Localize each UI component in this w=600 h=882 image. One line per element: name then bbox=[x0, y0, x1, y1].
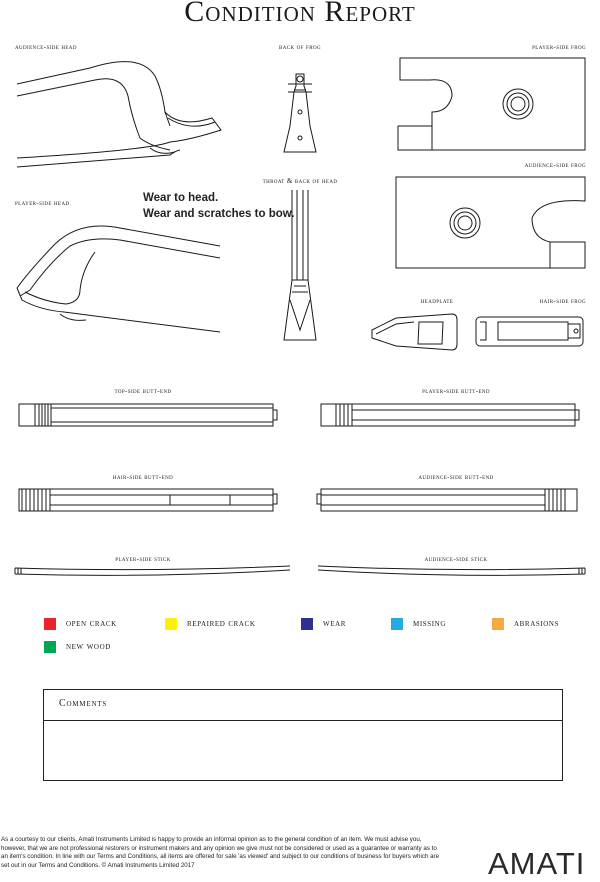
label-audience-side-head: audience-side head bbox=[15, 43, 77, 51]
legend-item bbox=[165, 618, 255, 630]
label-player-side-butt-end: player-side butt-end bbox=[422, 387, 490, 395]
legend-swatch bbox=[301, 618, 313, 630]
legend-item bbox=[391, 618, 446, 630]
legend-label: new wood bbox=[66, 642, 111, 652]
player-side-frog-drawing bbox=[398, 58, 585, 150]
legend-label: repaired crack bbox=[187, 619, 256, 629]
comments-field[interactable] bbox=[44, 721, 562, 780]
audience-side-stick-drawing bbox=[318, 566, 585, 575]
legend-item bbox=[492, 618, 559, 630]
legend-swatch bbox=[165, 618, 177, 630]
disclaimer-text: As a courtesy to our clients, Amati Instruments Limited is happy to provide an informal opinion as to the general condition of an item. We must advise you, however, that we are not professional restorers or instrument makers and any opinion we give must not be considered or used as a guarantee or warranty as to an item's condition. In line with our Terms and Conditions, all items are offered for sale 'as viewed' and subject to our conditions of business for buyers which are set out in our Terms and Conditions. © Amati Instruments Limited 2017 bbox=[1, 836, 440, 869]
legend-swatch bbox=[44, 641, 56, 653]
legend-swatch bbox=[391, 618, 403, 630]
label-hair-side-frog: hair-side frog bbox=[539, 297, 586, 305]
player-side-butt-end-drawing bbox=[321, 404, 579, 426]
label-player-side-stick: player-side stick bbox=[115, 555, 171, 563]
comments-heading: Comments bbox=[44, 690, 562, 721]
legend-item bbox=[301, 618, 346, 630]
label-top-side-butt-end: top-side butt-end bbox=[114, 387, 172, 395]
legend-swatch bbox=[44, 618, 56, 630]
hair-side-butt-end-drawing bbox=[19, 489, 277, 511]
note-wear-and-scratches: Wear and scratches to bow. bbox=[143, 208, 295, 220]
legend-label: open crack bbox=[66, 619, 117, 629]
label-audience-side-frog: audience-side frog bbox=[524, 161, 586, 169]
legend-label: abrasions bbox=[514, 619, 560, 629]
label-headplate: headplate bbox=[420, 297, 454, 305]
legend-label: missing bbox=[413, 619, 446, 629]
amati-logo: AMATI bbox=[488, 846, 586, 881]
hair-side-frog-drawing bbox=[476, 317, 583, 346]
player-side-stick-drawing bbox=[15, 566, 290, 575]
player-side-head-drawing bbox=[17, 226, 220, 332]
audience-side-butt-end-drawing bbox=[317, 489, 577, 511]
label-audience-side-butt-end: audience-side butt-end bbox=[418, 473, 494, 481]
page-title: Condition Report bbox=[184, 0, 416, 28]
label-player-side-head: player-side head bbox=[15, 199, 70, 207]
audience-side-head-drawing bbox=[17, 62, 221, 167]
label-player-side-frog: player-side frog bbox=[532, 43, 586, 51]
label-throat-back-of-head: throat & back of head bbox=[262, 177, 338, 185]
label-hair-side-butt-end: hair-side butt-end bbox=[112, 473, 174, 481]
headplate-drawing bbox=[372, 314, 457, 350]
legend-label: wear bbox=[323, 619, 347, 629]
comments-box bbox=[43, 689, 563, 781]
note-wear-to-head: Wear to head. bbox=[143, 192, 219, 204]
audience-side-frog-drawing bbox=[396, 177, 585, 268]
legend-swatch bbox=[492, 618, 504, 630]
top-side-butt-end-drawing bbox=[19, 404, 277, 426]
label-back-of-frog: back of frog bbox=[279, 43, 321, 51]
legend-item bbox=[44, 641, 111, 653]
legend-item bbox=[44, 618, 117, 630]
back-of-frog-drawing bbox=[284, 74, 316, 152]
label-audience-side-stick: audience-side stick bbox=[424, 555, 488, 563]
